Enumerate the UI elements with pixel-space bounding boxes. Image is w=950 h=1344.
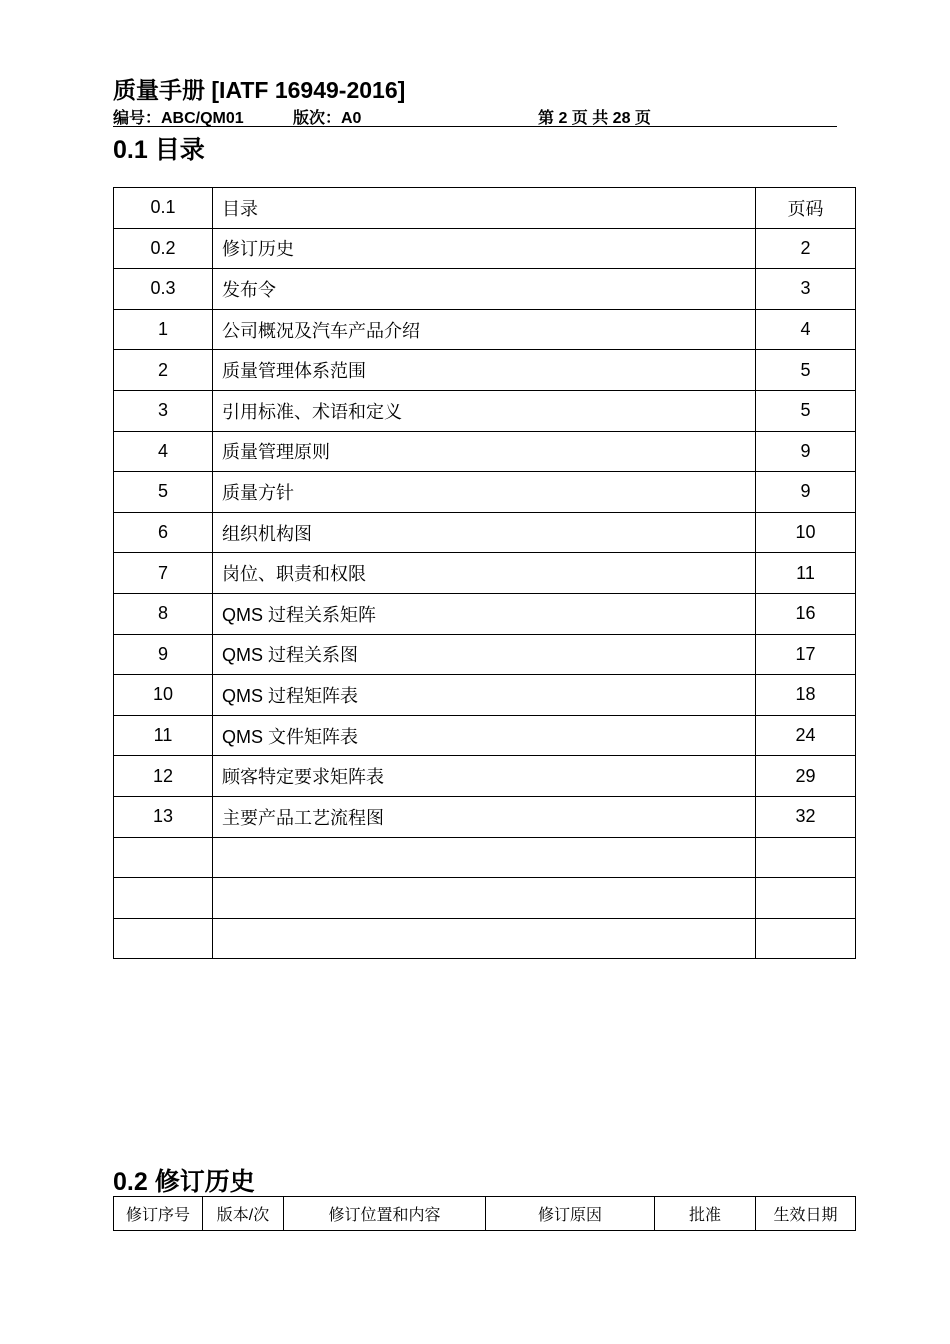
toc-page-number: 2 (756, 228, 856, 269)
toc-page-number: 4 (756, 309, 856, 350)
toc-section-title: 质量方针 (213, 472, 756, 513)
toc-table (113, 187, 856, 959)
toc-section-number: 6 (114, 512, 213, 553)
toc-section-title (213, 918, 756, 959)
toc-page-number: 9 (756, 472, 856, 513)
toc-section-title: 组织机构图 (213, 512, 756, 553)
toc-row (114, 390, 856, 431)
revision-header-row (114, 1197, 856, 1231)
toc-section-number (114, 837, 213, 878)
toc-page-number: 29 (756, 756, 856, 797)
toc-section-title: 顾客特定要求矩阵表 (213, 756, 756, 797)
toc-section-number: 13 (114, 796, 213, 837)
toc-header-row (114, 188, 856, 229)
version-label: 版次：A0 (293, 110, 362, 127)
toc-page-number (756, 918, 856, 959)
toc-section-title: 质量管理原则 (213, 431, 756, 472)
revision-table (113, 1196, 856, 1231)
toc-row (114, 796, 856, 837)
toc-section-number: 0.1 (114, 188, 213, 229)
toc-section-title: 目录 (213, 188, 756, 229)
toc-section-number: 9 (114, 634, 213, 675)
toc-page-number: 24 (756, 715, 856, 756)
toc-section-title: QMS 过程关系矩阵 (213, 593, 756, 634)
toc-section-title: 岗位、职责和权限 (213, 553, 756, 594)
toc-section-number: 8 (114, 593, 213, 634)
toc-section-title: 修订历史 (213, 228, 756, 269)
toc-section-number: 1 (114, 309, 213, 350)
toc-page-number: 5 (756, 350, 856, 391)
toc-page-number: 18 (756, 675, 856, 716)
toc-section-number: 10 (114, 675, 213, 716)
page-indicator: 第 2 页 共 28 页 (538, 110, 651, 127)
toc-section-number: 5 (114, 472, 213, 513)
toc-row (114, 756, 856, 797)
toc-row (114, 228, 856, 269)
toc-section-number (114, 918, 213, 959)
toc-section-title: 质量管理体系范围 (213, 350, 756, 391)
toc-row (114, 675, 856, 716)
toc-section-title: QMS 文件矩阵表 (213, 715, 756, 756)
toc-section-number: 7 (114, 553, 213, 594)
revision-column-header: 生效日期 (756, 1197, 856, 1231)
manual-title: 质量手册 [IATF 16949-2016] (113, 77, 406, 103)
toc-row (114, 837, 856, 878)
revision-column-header: 修订位置和内容 (284, 1197, 486, 1231)
toc-page-number: 11 (756, 553, 856, 594)
toc-page-number: 16 (756, 593, 856, 634)
revision-heading: 0.2 修订历史 (113, 1168, 255, 1196)
toc-section-title (213, 837, 756, 878)
toc-row (114, 593, 856, 634)
toc-section-number: 3 (114, 390, 213, 431)
toc-page-header: 页码 (756, 188, 856, 229)
toc-section-number: 4 (114, 431, 213, 472)
toc-section-number: 12 (114, 756, 213, 797)
toc-section-title: 发布令 (213, 269, 756, 310)
toc-row (114, 309, 856, 350)
toc-section-title: QMS 过程关系图 (213, 634, 756, 675)
revision-column-header: 修订序号 (114, 1197, 203, 1231)
toc-page-number: 9 (756, 431, 856, 472)
toc-section-title: QMS 过程矩阵表 (213, 675, 756, 716)
toc-section-title: 公司概况及汽车产品介绍 (213, 309, 756, 350)
revision-column-header: 批准 (655, 1197, 756, 1231)
toc-row (114, 431, 856, 472)
toc-row (114, 269, 856, 310)
revision-column-header: 版本/次 (203, 1197, 284, 1231)
toc-row (114, 878, 856, 919)
toc-row (114, 512, 856, 553)
toc-section-number (114, 878, 213, 919)
toc-section-number: 0.2 (114, 228, 213, 269)
toc-section-title (213, 878, 756, 919)
revision-column-header: 修订原因 (486, 1197, 655, 1231)
toc-row (114, 715, 856, 756)
toc-section-number: 0.3 (114, 269, 213, 310)
toc-page-number (756, 878, 856, 919)
toc-page-number: 32 (756, 796, 856, 837)
toc-heading: 0.1 目录 (113, 136, 205, 164)
toc-page-number: 3 (756, 269, 856, 310)
toc-section-title: 主要产品工艺流程图 (213, 796, 756, 837)
toc-table-body (114, 188, 856, 959)
toc-row (114, 472, 856, 513)
toc-section-title: 引用标准、术语和定义 (213, 390, 756, 431)
toc-row (114, 553, 856, 594)
toc-page-number: 5 (756, 390, 856, 431)
toc-section-number: 11 (114, 715, 213, 756)
toc-section-number: 2 (114, 350, 213, 391)
document-number: 编号：ABC/QM01 (113, 110, 244, 127)
header-divider (113, 126, 837, 127)
toc-page-number: 17 (756, 634, 856, 675)
toc-page-number: 10 (756, 512, 856, 553)
toc-page-number (756, 837, 856, 878)
toc-row (114, 350, 856, 391)
toc-row (114, 634, 856, 675)
toc-row (114, 918, 856, 959)
